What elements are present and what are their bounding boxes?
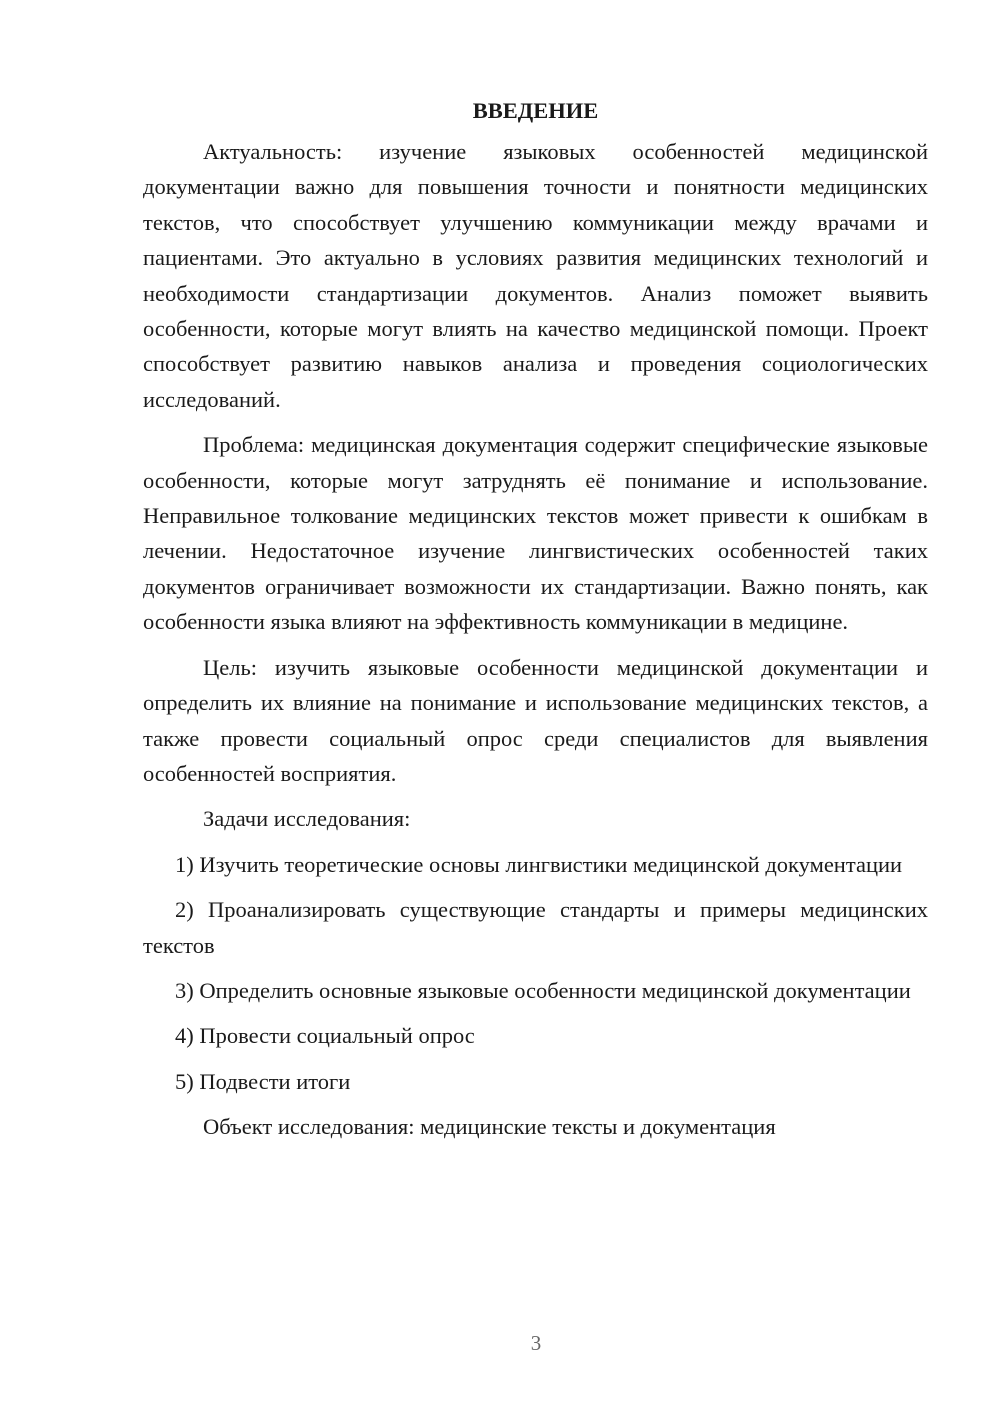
task-item-4: 4) Провести социальный опрос [175, 1023, 475, 1049]
page-content [143, 92, 928, 1155]
task-item-1: 1) Изучить теоретические основы лингвистики медицинской документации [175, 851, 903, 877]
paragraph-problem: Проблема: медицинская документация содержит специфические языковые особенности, которые могут затруднять её понимание и использование. Неправильное толкование медицинских текстов может привести к ошибкам в лечении. Недостаточное изучение лингвистических особенностей таких документов ограничивает возможности их стандартизации. Важно понять, как особенности языка влияют на эффективность коммуникации в медицине. [143, 432, 928, 635]
tasks-heading: Задачи исследования: [203, 806, 411, 832]
task-item-3: 3) Определить основные языковые особенности медицинской документации [175, 977, 911, 1003]
task-item-2: 2) Проанализировать существующие стандарты и примеры медицинских текстов [143, 897, 928, 958]
paragraph-relevance: Актуальность: изучение языковых особенностей медицинской документации важно для повышения точности и понятности медицинских текстов, что способствует улучшению коммуникации между врачами и пациентами. Это актуально в условиях развития медицинских технологий и необходимости стандартизации документов. Анализ поможет выявить особенности, которые могут влиять на качество медицинской помощи. Проект способствует развитию навыков анализа и проведения социологических исследований. [143, 139, 928, 412]
task-item-5: 5) Подвести итоги [175, 1068, 351, 1094]
section-heading: ВВЕДЕНИЕ [472, 98, 599, 123]
research-object: Объект исследования: медицинские тексты и документация [203, 1114, 776, 1140]
page-number: 3 [530, 1331, 542, 1355]
paragraph-goal: Цель: изучить языковые особенности медицинской документации и определить их влияние на понимание и использование медицинских текстов, а также провести социальный опрос среди специалистов для выявления особенностей восприятия. [143, 654, 928, 786]
